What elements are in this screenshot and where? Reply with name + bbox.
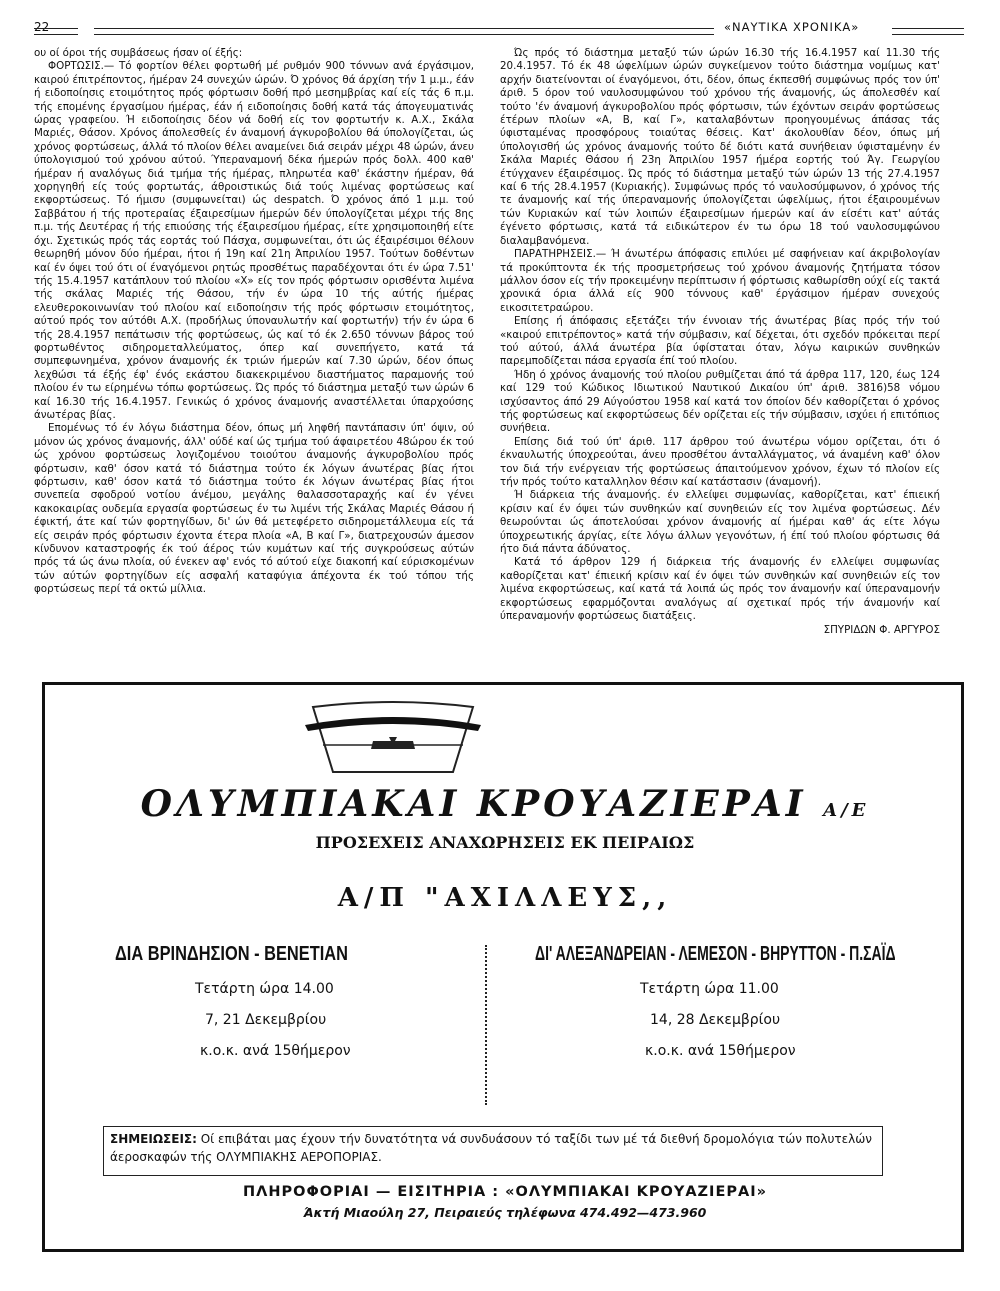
route-frequency: κ.ο.κ. ανά 15θήμερον [645,1043,796,1059]
journal-title: «ΝΑΥΤΙΚΑ ΧΡΟΝΙΚΑ» [724,20,860,34]
route-day-time: Τετάρτη ώρα 11.00 [640,981,779,997]
author-signature: ΣΠΥΡΙΔΩΝ Φ. ΑΡΓΥΡΟΣ [823,624,940,637]
article-paragraph: ΦΟΡΤΩΣΙΣ.— Τό φορτίον θέλει φορτωθή μέ ρυθμόν 900 τόννων ανά έργάσιμον, καιρού έπιτρέποντος, ήμέραν 24 συνεχών ώρών. Ό χρόνος θά άρχίση τήν 1 μ.μ., έάν ή ειδοποίησις ετοιμότητος πρός φόρτωσιν δοθή πρό μεσημβρίας καί είς τάς 6 π.μ. τής επομένης έργασίμου ήμέρας, έάν ή ειδοποίησις δοθή κατά τάς άπογευματινάς ώρας γραφείου. Ή ειδοποίησις δέον νά δοθή είς τον φορτωτήν κ. Α.Χ., Σκάλα Μαριές, Θάσον. Χρόνος άπολεσθείς έν άναμονή άγκυροβολίου θά ύπολογίζεται, ώς χρόνος φορτώσεως, άλλά τό πλοίον θέλει αναμείνει διά σειράν μέχρι 48 ώρών, άνευ ύπολογισμού τού χρόνου αύτού. Ύπεραναμονή δέκα ήμερών πρός δολλ. 400 καθ' ήμέραν ή αναλόγως διά τμήμα τής ήμέρας, πληρωτέα καθ' έκάστην ήμέραν, θά χορηγηθή είς τούς φορτωτάς, άθροιστικώς διά τούς λιμένας φορτώσεως καί εκφορτώσεως. Τό ήμισυ (συμφωνείται) ώς despatch. Ό χρόνος άπό 1 μ.μ. τού Σαββάτου ή τής προτεραίας έξαιρεσίμων ήμερών δέν ύπολογίζεται μέχρι τής 8ης π.μ. τής Δευτέρας ή τής επιούσης τής έξαιρεσίμου ήμέρας, είτε χρησιμοποιηθή είτε όχι. Σχετικώς πρός τάς εορτάς τού Πάσχα, συμφωνείται, ότι ώς έξαιρέσιμοι θέλουν θεωρηθή μόνον δύο ήμέραι, ήτοι ή 19η καί 21η Άπριλίου 1957. Τούτων δοθέντων καί έν όψει τού ότι οί έναγόμενοι ρητώς προσθέτως παραδέχονται ότι έν ώρα 7.51' τής 15.4.1957 κατάπλουν τού πλοίου «Χ» είς τον πρός φόρτωσιν ορισθέντα λιμένα τής σκάλας Μαριές τής Θάσου, τήν έν ώρα 10 τής αύτής ήμέρας ελευθεροκοινωνίαν τού πλοίου καί ειδοποίησιν τής πρός φόρτωσιν ετοιμότητος, αύτού πρός τον αύτόθι Α.Χ. (προδήλως ύποναυλωτήν καί φορτωτήν) τήν έν ώρα 6 τής 28.4.1957 πεπάτωσιν τής φορτώσεως, ώς καί τό έκ 2.650 τόννων βάρος τού φορτωθέντος σιδηρομεταλλεύματος, όπερ καί συνεπήγετο, κατά τά συμπεφωνημένα, χρόνον άναμονής έκ τριών ήμερών καί 7.30 ώρών, δέον όπως λεχθώσι τά έξής έφ' ένός εκάστου διακεκριμένου διαστήματος παραμονής τού πλοίου έν τω είρημένω τόπω φορτώσεως. Ώς πρός τό διάστημα μεταξύ των ώρών 6 καί 16.30 τής 16.4.1957. Γενικώς ό χρόνος άναμονής αναστέλλεται ύπαρχούσης άνωτέρας βίας. [34,60,474,421]
notes-text: Οί επιβάται μας έχουν τήν δυνατότητα νά συνδυάσουν τό ταξίδι των μέ τά διεθνή δρομολόγια τών πολυτελών άεροσκαφών τής ΟΛΥΜΠΙΑΚΗΣ ΑΕΡΟΠΟΡΙΑΣ. [110,1132,872,1164]
route-frequency: κ.ο.κ. ανά 15θήμερον [200,1043,351,1059]
ticket-info: ΠΛΗΡΟΦΟΡΙΑΙ — ΕΙΣΙΤΗΡΙΑ : «ΟΛΥΜΠΙΑΚΑΙ ΚΡΟΥΑΖΙΕΡΑΙ» [243,1184,767,1200]
departures-subtitle: ΠΡΟΣΕΧΕΙΣ ΑΝΑΧΩΡΗΣΕΙΣ ΕΚ ΠΕΙΡΑΙΩΣ [315,833,695,852]
header-rule-left [94,28,714,35]
article-paragraph: Επίσης ή άπόφασις εξετάζει τήν έννοιαν τής άνωτέρας βίας πρός τήν τού «καιρού επιτρέποντος» κατά τήν σύμβασιν, καί δέχεται, ότι σχεδόν πρόκειται περί τού αύτού, άλλά άνωτέρα βία ύφίσταται όταν, λόγω καιρικών συνθηκών παρεμποδίζεται πάσα εργασία έπί τού πλοίου. [500,315,940,368]
ship-logo-icon [303,697,483,777]
article-paragraph: ου οί όροι τής συμβάσεως ήσαν οί έξής: [34,47,243,59]
article-paragraph: Ήδη ό χρόνος άναμονής τού πλοίου ρυθμίζεται άπό τά άρθρα 117, 120, έως 124 καί 129 τού Κώδικος Ιδιωτικού Ναυτικού Δικαίου ύπ' άριθ. 3816)58 νόμου ισχύσαντος άπό 29 Αύγούστου 1958 καί κατά τον όποίον δέν καθορίζεται ό χρόνος τής φορτώσεως καί εκφορτώσεως δέν ορίζεται είς τήν σύμβασιν, ισχύει ή επιτόπιος συνήθεια. [500,368,940,435]
company-name: ΟΛΥΜΠΙΑΚΑΙ ΚΡΟΥΑΖΙΕΡΑΙ [140,783,807,825]
article-paragraph: Ή διάρκεια τής άναμονής. έν ελλείψει συμφωνίας, καθορίζεται, κατ' έπιεική κρίσιν καί έν όψει τών συνθηκών καί συνηθειών είς τον λιμένα φορτώσεως. Δέν θεωρούνται ώς άποτελούσαι χρόνον άναμονής αί ήμέραι καθ' άς είτε λόγω ύποχρεωτικής άργίας, είτε λόγω άλλων γεγονότων, ή έπί τού πλοίου φόρτωσις θά ήτο διά πάντα άδύνατος. [500,489,940,556]
article-paragraph: Κατά τό άρθρον 129 ή διάρκεια τής άναμονής έν ελλείψει συμφωνίας καθορίζεται κατ' έπιεική κρίσιν καί έν όψει τών συνθηκών καί συνηθειών είς τον λιμένα εκφορτώσεως, καί κατά τά λοιπά ώς πρός τον άναμονήν καί ύπεραναμονήν εκφορτώσεως εφαρμόζονται αναλόγως αί σχετικαί πρός τήν άναμονήν καί ύπεραναμονήν φορτώσεως διατάξεις. [500,556,940,623]
notes-box [103,1126,883,1176]
cruise-advertisement [42,682,964,1252]
header-rule-right [892,28,964,35]
header-rule-left-short [34,28,78,35]
company-suffix: Α/Ε [823,800,870,821]
article-paragraph: Επίσης διά τού ύπ' άριθ. 117 άρθρου τού άνωτέρω νόμου ορίζεται, ότι ό έκναυλωτής ύποχρεούται, άνευ προσθέτου άνταλλάγματος, νά άναμένη καθ' όλον τον διά τήν ενέργειαν τής φορτώσεως άπαιτούμενον χρόνον, έχων τό πλοίον είς τήν πρός τούτο καταλληλον θέσιν καί κατάστασιν (άναμονή). [500,435,940,488]
route-title: ΔΙΑ ΒΡΙΝΔΗΣΙΟΝ - ΒΕΝΕΤΙΑΝ [115,943,348,965]
route-dates: 7, 21 Δεκεμβρίου [205,1012,327,1028]
route-divider [485,945,491,1105]
route-alexandria-beirut [535,943,955,1059]
article-paragraph: ΠΑΡΑΤΗΡΗΣΕΙΣ.— Ή άνωτέρω άπόφασις επιλύει μέ σαφήνειαν καί άκριβολογίαν τά προκύπτοντα έκ τής προσμετρήσεως τού χρόνου άναμονής ζητήματα τόσον μάλλον όσον είς τήν προκειμένην περίπτωσιν ή φόρτωσις καθωρίσθη ούχί είς τακτά χρονικά όρια άλλά είς 900 τόννους καθ' έργάσιμον ήμέραν συνεχούς εικοσιτετραώρου. [500,248,940,314]
contact-address: Άκτή Μιαούλη 27, Πειραιεύς τηλέφωνα 474.492—473.960 [303,1205,707,1220]
route-brindisi-venice [115,943,515,1059]
article-paragraph: Ώς πρός τό διάστημα μεταξύ τών ώρών 16.30 τής 16.4.1957 καί 11.30 τής 20.4.1957. Τό έκ 48 ώφελίμων ώρών συγκείμενον τούτο διάστημα νομίμως κατ' αρχήν διατείνονται οί έναγόμενοι, ότι, δέον, όπως έκπεσθή συμφώνως πρός τον ύπ' άριθ. 5 όρον τού ναυλοσυμφώνου τού χρόνου τής άναμονής, ώς άπολεσθέν καί τούτο 'έν άναμονή άγκυροβολίου πρός φόρτωσιν, τών έχόντων σειράν φορτώσεως έτέρων πλοίων «Α, Β, καί Γ», καταλαβόντων προηγουμένως άπάσας τάς ύφισταμένας προσφόρους τοιαύτας θέσεις. Κατ' άκολουθίαν δέον, όπως μή ύπολογισθή ώς χρόνος άναμονής τούτο δέ διότι κατά συνήθειαν ύφισταμένην έν Σκάλα Μαριές Θάσου ή 23η Άπριλίου 1957 ήμέρα εορτής τού Άγ. Γεωργίου έτύγχανεν έξαιρέσιμος. Ώς πρός τό διάστημα μεταξύ τών ώρών 13 τής 27.4.1957 καί 6 τής 28.4.1957 (Κυριακής). Συμφώνως πρός τό ναυλοσύμφωνον, ό χρόνος τής τε άναμονής καί τής ύπεραναμονής ύπολογίζεται ώφελίμως, ήτοι έξαιρουμένων τών Κυριακών καί τών λοιπών έξαιρεσίμων ήμερών καί άν είσέτι κατ' αύτάς έγένετο φόρτωσις, κατά τά ειδικώτερον έν τω όρω 18 τού ναυλοσυμφώνου διαλαμβανόμενα. [500,47,940,247]
notes-label: ΣΗΜΕΙΩΣΕΙΣ: [110,1132,197,1146]
route-title: ΔΙ' ΑΛΕΞΑΝΔΡΕΙΑΝ - ΛΕΜΕΣΟΝ - ΒΗΡΥΤΤΟΝ - Π.ΣΑΪΔ [535,943,896,965]
route-dates: 14, 28 Δεκεμβρίου [650,1012,781,1028]
article-paragraph: Επομένως τό έν λόγω διάστημα δέον, όπως μή ληφθή παντάπασιν ύπ' όψιν, ού μόνον ώς χρόνος άναμονής, άλλ' ούδέ καί ώς τμήμα τού άφαιρετέου 48ώρου έκ τού ώς χρόνου φορτώσεως λογιζομένου τοιούτου άναμονής άγκυροβολίου πρός φόρτωσιν, καθ' όσον κατά τό διάστημα τούτο έκ λόγων άνωτέρας βίας ήτοι φόρτωσιν, καθ' όσον κατά τό διάστημα τούτο έκ λόγων άνωτέρας βίας ήτοι συνεπεία σφοδρού νοτίου άνέμου, μεγάλης θαλασσοταραχής καί έν γένει κακοκαιρίας ουδεμία εργασία φορτώσεως έν τω λιμένι τής Σκάλας Μαριές Θάσου ή έφικτή, άτε καί τών φορτηγίδων, δι' ών θά μετεφέρετο σιδηρομετάλλευμα είς τά είς σειράν πρός φόρτωσιν έχοντα έτερα πλοία «Α, Β καί Γ», διατρεχουσών άμεσον κίνδυνον καταστροφής έκ τού άέρος τών κυμάτων καί τής συγκρούσεως αύτών πρός τά ώς άνω πλοία, ού ένεκεν αφ' ενός τό αύτού είχε διακοπή καί εύρισκομένων τών αύτών φορτηγίδων είς ασφαλή καταφύγια άπέχοντα έκ τού τόπου τής φορτώσεως περί τά οκτώ μίλλια. [34,422,474,596]
article-right-column [500,47,940,677]
page-header [34,18,964,42]
page-number: 22 [34,20,50,34]
article-left-column [34,47,474,677]
company-title [115,783,895,825]
ship-name: Α/Π "ΑΧΙΛΛΕΥΣ,, [337,883,673,913]
route-day-time: Τετάρτη ώρα 14.00 [195,981,334,997]
